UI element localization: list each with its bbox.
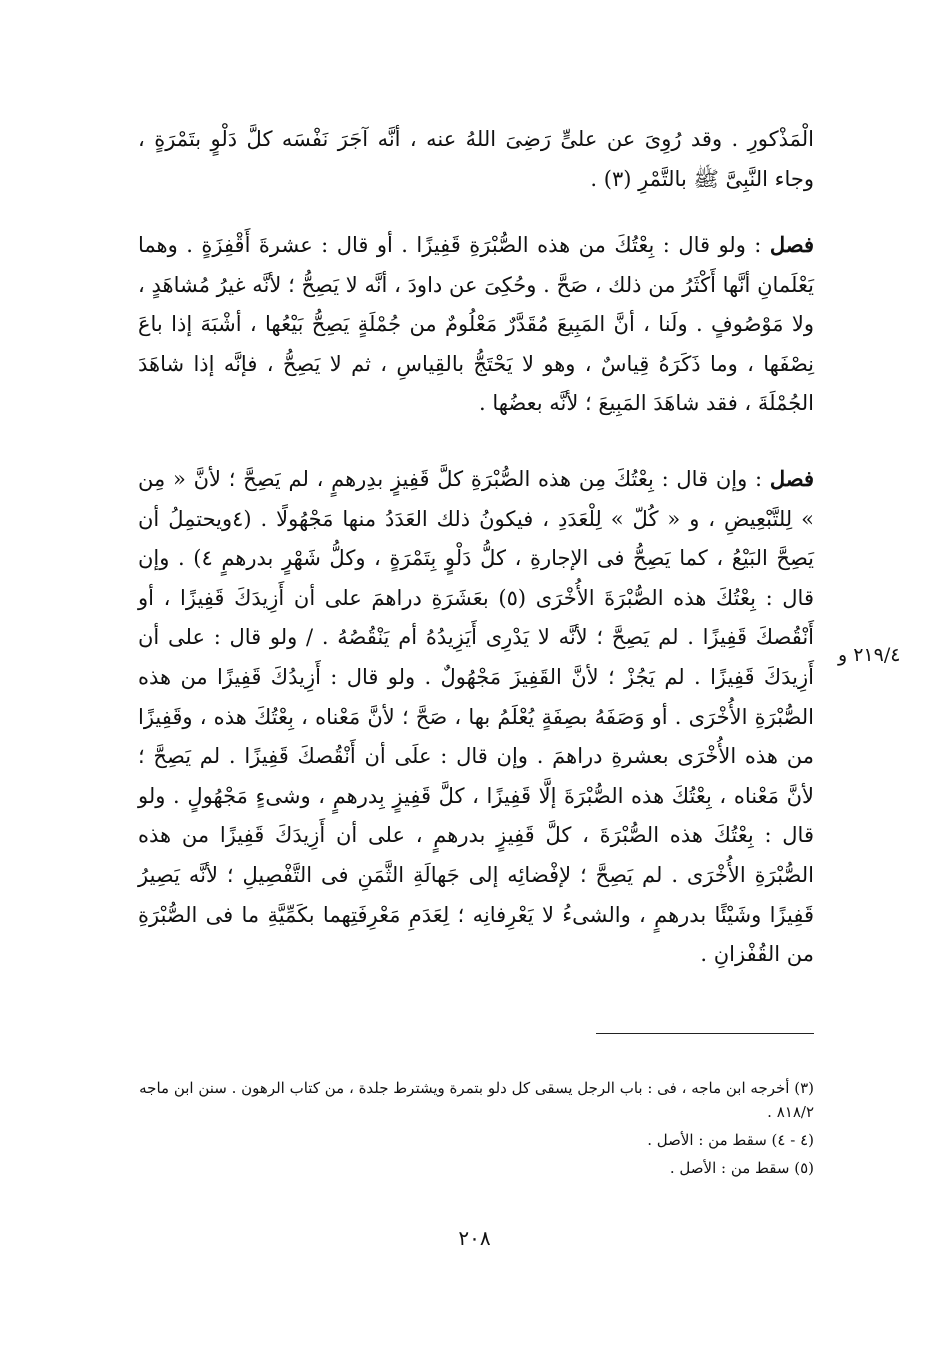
margin-manuscript-reference: ٢١٩/٤ و — [838, 644, 901, 666]
section-paragraph-2 — [138, 459, 814, 975]
footnote-4: (٤ - ٤) سقط من : الأصل . — [647, 1131, 814, 1149]
intro-paragraph — [138, 120, 814, 199]
section-text-2: : وإن قال : بِعْتُكَ مِن هذه الصُّبْرَةِ كلَّ قَفِيزٍ بدِرهمٍ ، لم يَصِحَّ ؛ لأنَّ « مِن » لِلتَّبْعِيضِ ، و « كُلّ » لِلْعَدَدِ ، فيكونُ ذلك العَدَدُ منها مَجْهُولًا . (٤ويحتمِلُ أن يَصِحَّ البَيْعُ ، كما يَصِحُّ فى الإجارةِ ، كلُّ دَلْوٍ بِتَمْرَةٍ ، وكلُّ شَهْرٍ بدرهمٍ ٤) . وإن قال : بِعْتُكَ هذه الصُّبْرَةَ الأُخْرَى (٥) بعَشَرَةِ دراهمَ على أن أَزِيدَكَ قَفِيزًا ، أو أَنْقُصكَ قَفِيزًا . لم يَصِحَّ ؛ لأنَّه لا يَدْرِى أَيَزِيدُهُ أم يَنْقُصُهُ . / ولو قال : على أن أَزِيدَكَ قَفِيزًا . لم يَجُزْ ؛ لأنَّ القَفِيزَ مَجْهُولٌ . ولو قال : أَزِيدُكَ قَفِيزًا من هذه الصُّبْرَةِ الأُخْرَى . أو وَصَفَهُ بصِفَةٍ يُعْلَمُ بها ، صَحَّ ؛ لأنَّ مَعْناه ، بِعْتُكَ هذه ، وقَفِيزًا من هذه الأُخْرَى بعشرةِ دراهمَ . وإن قال : علَى أن أَنْقُصكَ قَفِيزًا . لم يَصِحَّ ؛ لأنَّ مَعْناه ، بِعْتُكَ هذه الصُّبْرَةَ إلَّا قَفِيزًا ، كلَّ قَفِيزٍ بِدرهمٍ ، وشىءٍ مَجْهُولٍ . ولو قال : بِعْتُكَ هذه الصُّبْرَةَ ، كلَّ قَفِيزٍ بدرهمٍ ، على أن أَزِيدَكَ قَفِيزًا من هذه الصُّبْرَةِ الأُخْرَى . لم يَصِحَّ ؛ لإفْضائِه إلى جَهالَةِ الثَّمَنِ فى التَّفْصِيلِ ؛ لأنَّه يَصِيرُ قَفِيزًا وشَيْئًا بدرهمٍ ، والشىءُ لا يَعْرِفانِه ؛ لِعَدَمِ مَعْرِفَتِهما بكَمِّيَّةِ ما فى الصُّبْرَةِ من القُفْزانِ . — [138, 467, 814, 967]
footnote-5: (٥) سقط من : الأصل . — [669, 1159, 814, 1177]
footnote-3: (٣) أخرجه ابن ماجه ، فى : باب الرجل يسقى كل دلو بتمرة ويشترط جلدة ، من كتاب الرهون . سنن ابن ماجه ٨١٨/٢ . — [139, 1079, 814, 1121]
section-heading-1: فصل — [769, 232, 814, 257]
section-paragraph-1 — [138, 225, 814, 424]
footnotes — [138, 1076, 814, 1184]
section-text-1: : ولو قال : بِعْتُكَ من هذه الصُّبْرَةِ قَفِيزًا . أو قال : عشرةَ أَقْفِزَةٍ . وهما يَعْلَمانِ أنَّها أَكْثَرُ من ذلك ، صَحَّ . وحُكِىَ عن داودَ ، أنَّه لا يَصِحُّ ؛ لأنَّه غيرُ مُشاهَدٍ ، ولا مَوْصُوفٍ . ولَنا ، أنَّ المَبِيعَ مُقَدَّرٌ مَعْلُومٌ من جُمْلَةٍ يَصِحُّ بَيْعُها ، أشْبَهَ إذا باعَ نِصْفَها ، وما ذَكَرَهُ قِياسٌ ، وهو لا يَحْتَجُّ بالقِياسِ ، ثم لا يَصِحُّ ، فإنَّه إذا شاهَدَ الجُمْلَةَ ، فقد شاهَدَ المَبِيعَ ؛ لأنَّه بعضُها . — [138, 233, 814, 416]
section-heading-2: فصل — [769, 466, 814, 491]
intro-paragraph-text: الْمَذْكورِ . وقد رُوِىَ عن علىٍّ رَضِىَ اللهُ عنه ، أنَّه آجَرَ نَفْسَه كلَّ دَلْوٍ بتَمْرَةٍ ، وجاء النَّبِىَّ ﷺ بالتَّمْرِ (٣) . — [138, 127, 814, 191]
page-number: ٢٠٨ — [458, 1226, 491, 1250]
footnote-divider — [596, 1033, 814, 1034]
